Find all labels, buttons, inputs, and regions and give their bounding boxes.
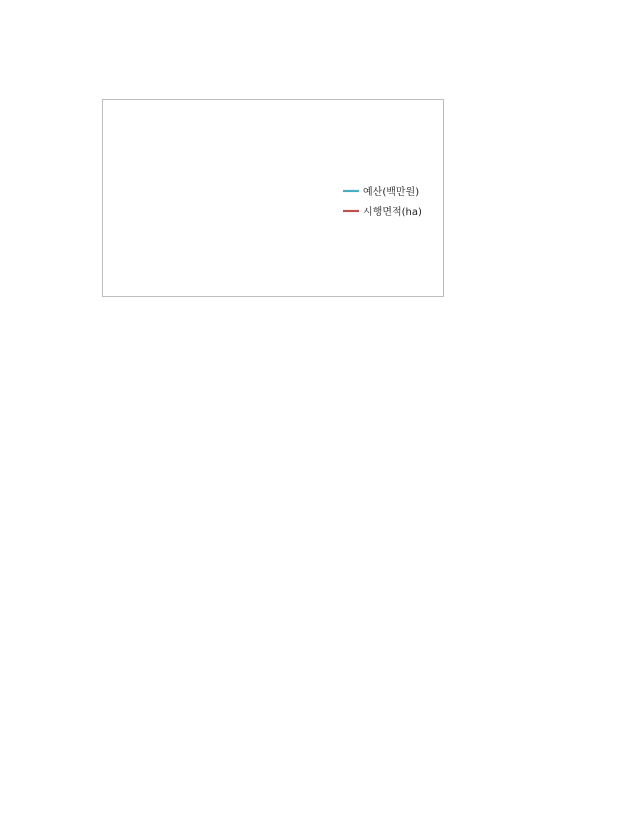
chart-svg	[103, 100, 443, 296]
line-chart	[102, 99, 444, 297]
legend-label-2: 시행면적(ha)	[363, 207, 422, 218]
legend-label-1: 예산(백만원)	[363, 187, 420, 198]
